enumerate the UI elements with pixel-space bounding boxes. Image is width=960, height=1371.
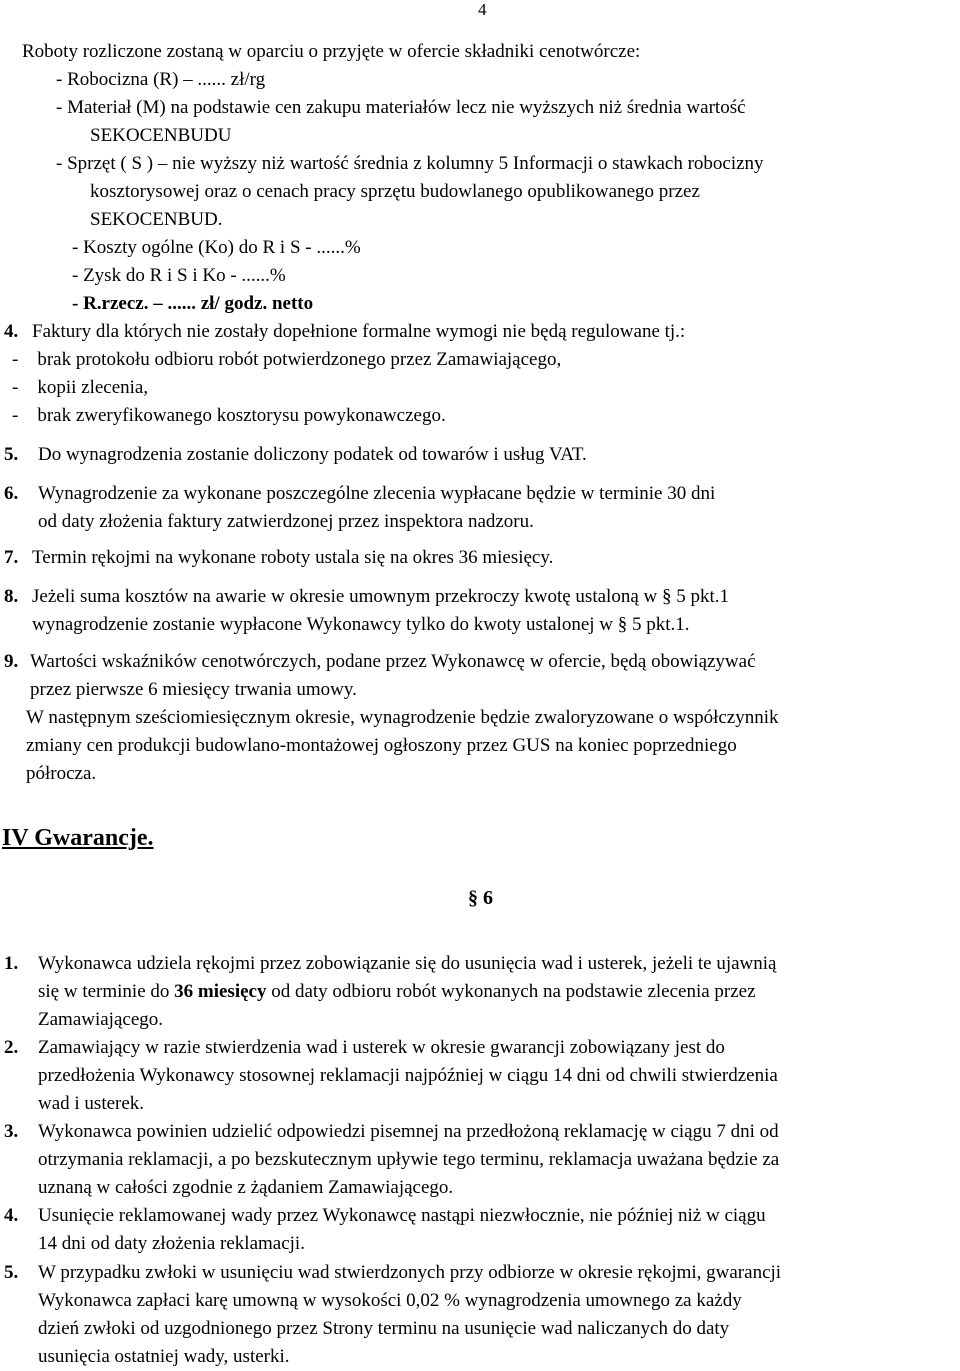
- page-number: 4: [478, 0, 487, 19]
- g5-line-1: W przypadku zwłoki w usunięciu wad stwierdzonych przy odbiorze w okresie rękojmi, gwarancji: [38, 1262, 782, 1283]
- g1-number: 1.: [4, 953, 19, 974]
- g1-line-2: [38, 978, 756, 1006]
- g2-line-2: przedłożenia Wykonawcy stosownej reklamacji najpóźniej w ciągu 14 dni od chwili stwierdzenia: [38, 1065, 778, 1086]
- paragraph-sign: § 6: [468, 887, 493, 909]
- p9-line-1: Wartości wskaźników cenotwórczych, podane przez Wykonawcę w ofercie, będą obowiązywać: [30, 651, 756, 672]
- p6-line-1: Wynagrodzenie za wykonane poszczególne zlecenia wypłacane będzie w terminie 30 dni: [38, 483, 716, 504]
- section-heading: IV Gwarancje.: [2, 825, 154, 851]
- g5-line-4: usunięcia ostatniej wady, usterki.: [38, 1346, 290, 1367]
- g2-line-3: wad i usterek.: [38, 1093, 145, 1114]
- p4-number: 4.: [4, 321, 19, 342]
- p4-item-3: - brak zweryfikowanego kosztorysu powykonawczego.: [12, 405, 446, 426]
- p6-number: 6.: [4, 483, 19, 504]
- g1-line-2-b: 36 miesięcy: [174, 981, 267, 1002]
- g5-number: 5.: [4, 1262, 19, 1283]
- intro-text: Roboty rozliczone zostaną w oparciu o przyjęte w ofercie składniki cenotwórcze:: [22, 41, 641, 62]
- g3-line-3: uznaną w całości zgodnie z żądaniem Zamawiającego.: [38, 1177, 454, 1198]
- p9-line-4: zmiany cen produkcji budowlano-montażowej ogłoszony przez GUS na koniec poprzedniego: [26, 735, 737, 756]
- p9-line-2: przez pierwsze 6 miesięcy trwania umowy.: [30, 679, 357, 700]
- g3-number: 3.: [4, 1121, 19, 1142]
- p4-item-1: - brak protokołu odbioru robót potwierdzonego przez Zamawiającego,: [12, 349, 562, 370]
- p8-line-2: wynagrodzenie zostanie wypłacone Wykonawcy tylko do kwoty ustalonej w § 5 pkt.1.: [32, 614, 690, 635]
- component-rate: - R.rzecz. – ...... zł/ godz. netto: [72, 293, 314, 314]
- g5-line-2: Wykonawca zapłaci karę umowną w wysokości 0,02 % wynagrodzenia umownego za każdy: [38, 1290, 742, 1311]
- p6-line-2: od daty złożenia faktury zatwierdzonej przez inspektora nadzoru.: [38, 511, 534, 532]
- g1-line-2-a: się w terminie do: [38, 981, 175, 1002]
- g5-line-3: dzień zwłoki od uzgodnionego przez Strony terminu na usunięcie wad naliczanych do daty: [38, 1318, 730, 1339]
- component-material-cont: SEKOCENBUDU: [90, 125, 232, 146]
- p7-number: 7.: [4, 547, 19, 568]
- p9-number: 9.: [4, 651, 19, 672]
- p8-number: 8.: [4, 586, 19, 607]
- p5-text: Do wynagrodzenia zostanie doliczony podatek od towarów i usług VAT.: [38, 444, 587, 465]
- g1-line-2-c: od daty odbioru robót wykonanych na podstawie zlecenia przez: [266, 981, 756, 1002]
- component-overhead: - Koszty ogólne (Ko) do R i S - ......%: [72, 237, 361, 258]
- component-profit: - Zysk do R i S i Ko - ......%: [72, 265, 286, 286]
- g3-line-1: Wykonawca powinien udzielić odpowiedzi pisemnej na przedłożoną reklamację w ciągu 7 dni od: [38, 1121, 779, 1142]
- p4-text: Faktury dla których nie zostały dopełnione formalne wymogi nie będą regulowane tj.:: [32, 321, 686, 342]
- g2-line-1: Zamawiający w razie stwierdzenia wad i usterek w okresie gwarancji zobowiązany jest do: [38, 1037, 725, 1058]
- component-equipment-cont2: SEKOCENBUD.: [90, 209, 223, 230]
- g1-line-3: Zamawiającego.: [38, 1009, 164, 1030]
- p5-number: 5.: [4, 444, 19, 465]
- component-labour: - Robocizna (R) – ...... zł/rg: [56, 69, 266, 90]
- g4-line-2: 14 dni od daty złożenia reklamacji.: [38, 1233, 305, 1254]
- p9-line-5: półrocza.: [26, 763, 97, 784]
- g4-line-1: Usunięcie reklamowanej wady przez Wykonawcę nastąpi niezwłocznie, nie później niż w ciągu: [38, 1205, 766, 1226]
- component-equipment: - Sprzęt ( S ) – nie wyższy niż wartość średnia z kolumny 5 Informacji o stawkach robocizny: [56, 153, 764, 174]
- g1-line-1: Wykonawca udziela rękojmi przez zobowiązanie się do usunięcia wad i usterek, jeżeli te ujawnią: [38, 953, 777, 974]
- p7-text: Termin rękojmi na wykonane roboty ustala się na okres 36 miesięcy.: [32, 547, 554, 568]
- p9-line-3: W następnym sześciomiesięcznym okresie, wynagrodzenie będzie zwaloryzowane o współczynnik: [26, 707, 779, 728]
- component-equipment-cont: kosztorysowej oraz o cenach pracy sprzętu budowlanego opublikowanego przez: [90, 181, 700, 202]
- g2-number: 2.: [4, 1037, 19, 1058]
- p4-item-2: - kopii zlecenia,: [12, 377, 149, 398]
- component-material: - Materiał (M) na podstawie cen zakupu materiałów lecz nie wyższych niż średnia wartość: [56, 97, 746, 118]
- g3-line-2: otrzymania reklamacji, a po bezskutecznym upływie tego terminu, reklamacja uważana będzie za: [38, 1149, 780, 1170]
- g4-number: 4.: [4, 1205, 19, 1226]
- p8-line-1: Jeżeli suma kosztów na awarie w okresie umownym przekroczy kwotę ustaloną w § 5 pkt.1: [32, 586, 729, 607]
